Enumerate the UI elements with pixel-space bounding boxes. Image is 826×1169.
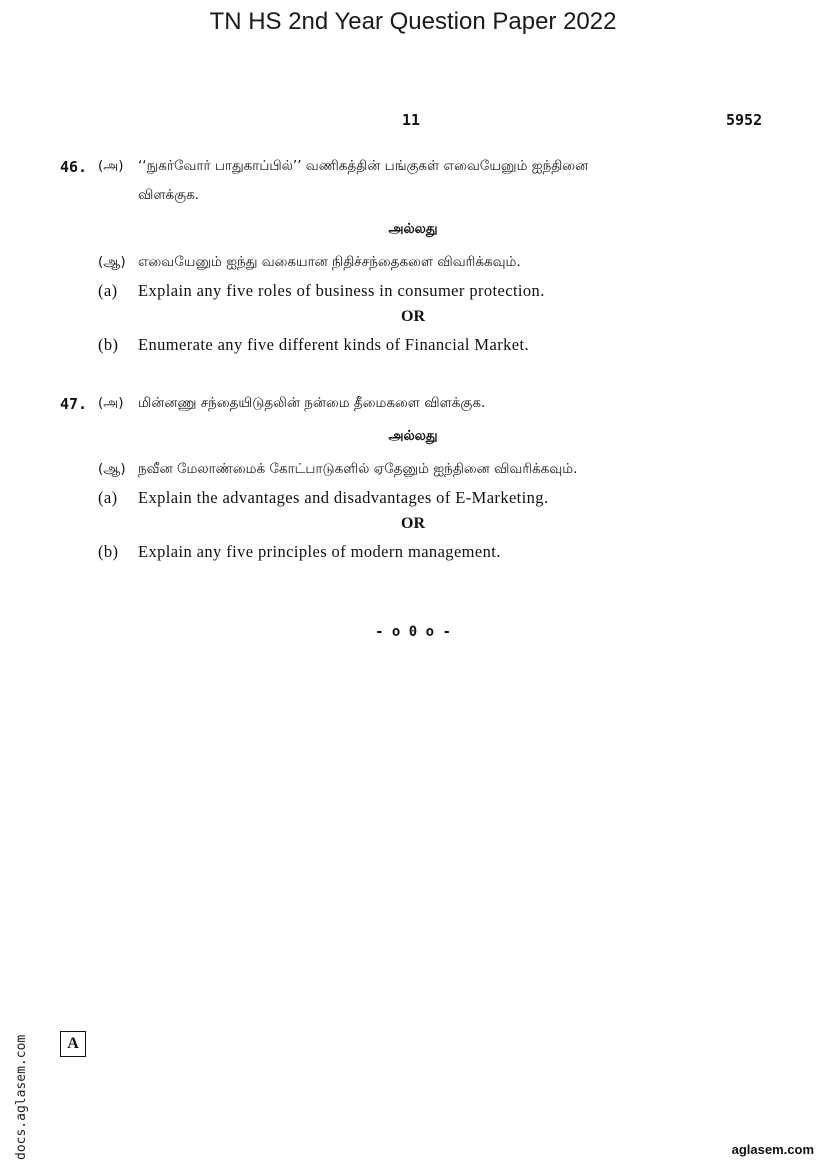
tamil-option-a-line1: மின்னணு சந்தையிடுதலின் நன்மை தீமைகளை விளக்குக. — [138, 395, 486, 411]
tamil-option-b: எவையேனும் ஐந்து வகையான நிதிச்சந்தைகளை விவரிக்கவும். — [138, 254, 521, 270]
version-box: A — [60, 1031, 86, 1057]
document-title: TN HS 2nd Year Question Paper 2022 — [209, 8, 617, 35]
question-number: 46. — [60, 158, 88, 176]
end-of-paper-mark: - o 0 o - — [375, 624, 451, 640]
option-label: (அ) — [98, 395, 124, 411]
tamil-option-a-line2: விளக்குக. — [138, 187, 200, 203]
option-label: (a) — [98, 488, 118, 507]
english-option-b: Enumerate any five different kinds of Financial Market. — [138, 335, 529, 354]
question-number: 47. — [60, 395, 88, 413]
tamil-or-separator: அல்லது — [388, 221, 438, 237]
page-number: 11 — [402, 111, 421, 129]
paper-code: 5952 — [726, 111, 763, 129]
footer-site-link[interactable]: aglasem.com — [731, 1142, 814, 1157]
side-watermark: docs.aglasem.com — [14, 1034, 29, 1160]
english-option-a: Explain any five roles of business in consumer protection. — [138, 281, 545, 300]
tamil-option-a-line1: ‘‘நுகர்வோர் பாதுகாப்பில்’’ வணிகத்தின் பங்குகள் எவையேனும் ஐந்தினை — [138, 158, 589, 174]
english-option-a: Explain the advantages and disadvantages of E-Marketing. — [138, 488, 549, 507]
tamil-option-b: நவீன மேலாண்மைக் கோட்பாடுகளில் ஏதேனும் ஐந்தினை விவரிக்கவும். — [138, 461, 578, 477]
option-label: (b) — [98, 542, 119, 561]
option-label: (ஆ) — [98, 254, 126, 270]
option-label: (a) — [98, 281, 118, 300]
english-option-b: Explain any five principles of modern management. — [138, 542, 501, 561]
option-label: (அ) — [98, 158, 124, 174]
tamil-or-separator: அல்லது — [388, 428, 438, 444]
option-label: (b) — [98, 335, 119, 354]
english-or-separator: OR — [401, 515, 425, 532]
option-label: (ஆ) — [98, 461, 126, 477]
english-or-separator: OR — [401, 308, 425, 325]
